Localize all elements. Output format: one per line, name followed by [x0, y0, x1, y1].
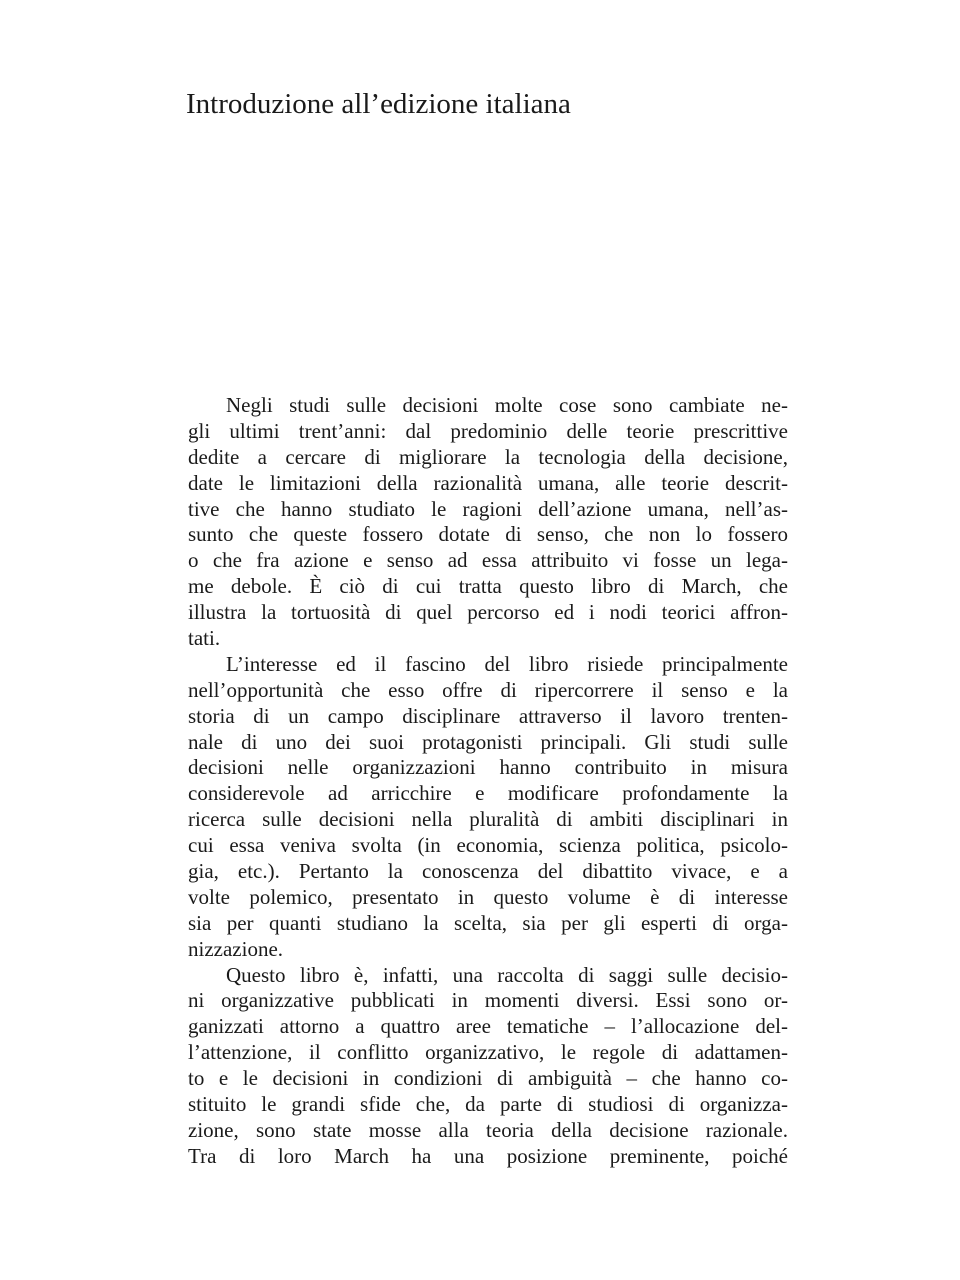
- paragraph-3-line: zione, sono state mosse alla teoria della decisione razionale.: [188, 1117, 788, 1142]
- paragraph-1-line: illustra la tortuosità di quel percorso ed i nodi teorici affron-: [188, 600, 788, 625]
- body-text: [188, 393, 788, 1170]
- paragraph-3-line: Tra di loro March ha una posizione preminente, poiché: [188, 1143, 788, 1168]
- paragraph-3-line: ganizzati attorno a quattro aree tematiche – l’allocazione del-: [188, 1014, 788, 1039]
- paragraph-2-line: ricerca sulle decisioni nella pluralità di ambiti disciplinari in: [188, 807, 788, 832]
- paragraph-3-line: stituito le grandi sfide che, da parte di studiosi di organizza-: [188, 1092, 788, 1117]
- paragraph-1-line: Negli studi sulle decisioni molte cose sono cambiate ne-: [226, 393, 788, 417]
- paragraph-2-line: decisioni nelle organizzazioni hanno contribuito in misura: [188, 755, 788, 780]
- paragraph-1-line: tati.: [188, 626, 221, 651]
- paragraph-3-line: l’attenzione, il conflitto organizzativo, le regole di adattamen-: [188, 1040, 788, 1065]
- paragraph-2-line: L’interesse ed il fascino del libro risiede principalmente: [226, 651, 788, 676]
- chapter-heading: Introduzione all’edizione italiana: [186, 88, 571, 120]
- paragraph-2-line: gia, etc.). Pertanto la conoscenza del dibattito vivace, e a: [188, 859, 788, 884]
- paragraph-2-line: nale di uno dei suoi protagonisti principali. Gli studi sulle: [188, 729, 788, 754]
- paragraph-2-line: volte polemico, presentato in questo volume è di interesse: [188, 884, 788, 909]
- paragraph-2-line: nizzazione.: [188, 936, 284, 961]
- paragraph-1-line: o che fra azione e senso ad essa attribuito vi fosse un lega-: [188, 548, 788, 573]
- paragraph-2-line: cui essa veniva svolta (in economia, scienza politica, psicolo-: [188, 833, 788, 858]
- paragraph-1-line: sunto che queste fossero dotate di senso, che non lo fossero: [188, 522, 788, 547]
- paragraph-2-line: nell’opportunità che esso offre di ripercorrere il senso e la: [188, 677, 788, 702]
- paragraph-1-line: dedite a cercare di migliorare la tecnologia della decisione,: [188, 444, 788, 469]
- paragraph-3-line: Questo libro è, infatti, una raccolta di saggi sulle decisio-: [226, 962, 788, 987]
- paragraph-1-line: tive che hanno studiato le ragioni dell’azione umana, nell’as-: [188, 496, 788, 521]
- paragraph-2-line: storia di un campo disciplinare attraverso il lavoro trenten-: [188, 703, 788, 728]
- paragraph-2-line: sia per quanti studiano la scelta, sia per gli esperti di orga-: [188, 910, 788, 935]
- paragraph-1-line: date le limitazioni della razionalità umana, alle teorie descrit-: [188, 470, 788, 495]
- paragraph-1-line: me debole. È ciò di cui tratta questo libro di March, che: [188, 574, 788, 599]
- paragraph-3-line: to e le decisioni in condizioni di ambiguità – che hanno co-: [188, 1066, 788, 1091]
- paragraph-1-line: gli ultimi trent’anni: dal predominio delle teorie prescrittive: [188, 418, 788, 443]
- paragraph-3-line: ni organizzative pubblicati in momenti diversi. Essi sono or-: [188, 988, 788, 1013]
- paragraph-2-line: considerevole ad arricchire e modificare profondamente la: [188, 781, 788, 806]
